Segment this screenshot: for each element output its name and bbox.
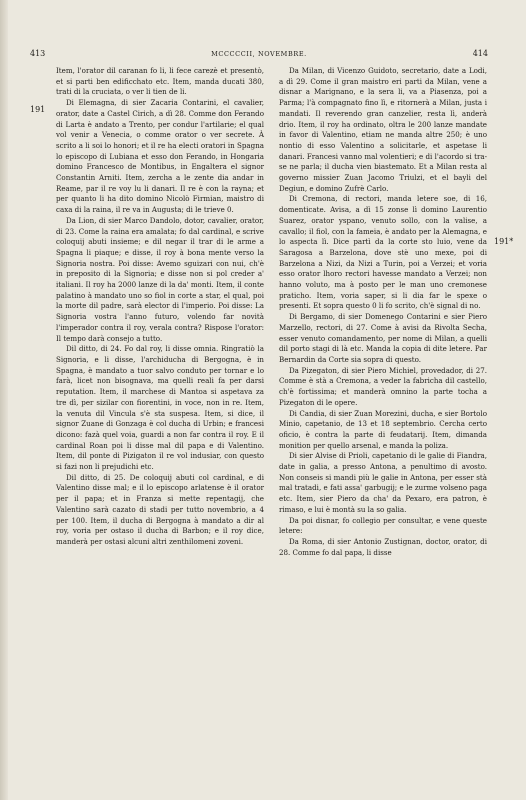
margin-number-right: 191* — [494, 237, 514, 246]
paragraph: Dil ditto, di 25. De coloquij abuti col cardinal, e di Valentino disse mal; e il lo episcopo arlatense è il orator per il papa; et in Franza si mette repentagij, che Valentino sarà cazato di stadi per tutto novembrio, a 4 per 100. Item, il ducha di Bergogna à mandato a dir al roy, voria per ostaso il ducha di Barbon; e il roy dice, manderà per ostasi alcuni altri zenthilomeni zoveni. — [56, 472, 264, 546]
paragraph: Di sier Alvise di Prioli, capetanio di le galie di Fiandra, date in galia, a presso Antona, a penultimo di avosto. Non conseis si mandi più le galie in Antona, per esser stà mal tratadi, e fati assa' garbugij; e le zurme volseno paga etc. Item, sier Piero da cha' da Pexaro, era patron, è rimaso, e lui è montà su la so galia. — [279, 451, 487, 514]
paragraph: Da Milan, di Vicenzo Guidoto, secretario, date a Lodi, a dì 29. Come il gran maistro eri parti da Milan, vene a disnar a Marignano, e la sera li, va a Piasenza, poi a Parma; l'à compagnato fino lì, e ritornerà a Milan, justa i mandati. Il reverendo gran canzelier, resta lì, anderà drio. Item, il roy ha ordinato, oltra le 200 lanze mandate in favor di Valentino, etiam ne manda altre 250; è uno nontio di esso Valentino a solicitarle, et aspetase li danari. Francesi vanno mal volentieri; e di l'acordo si tra-se ne parla; il ducha vien biastemato. Et a Milan resta al governo missier Zuan Jacomo Triulzi, et el bayli del Degiun, e domino Zufrè Carlo. — [279, 66, 487, 193]
left-text-column — [56, 66, 264, 548]
paragraph: Di Cremona, di rectori, manda letere soe, di 16, domenticate. Avisa, a dì 15 zonse lì domino Laurentio Suarez, orator yspano, venuto sollo, con la valise, a cavallo; il fiol, con la fameia, è andato per la Alemagna, e lo aspecta lì. Dice partì da la corte sto luio, vene da Saragosa a Barzelona, dove stè uno mexe, poi di Barzelona a Nizi, da Nizi a Turin, poi a Verzei; et voria esso orator lhoro rectori havesse mandato a Verzei; non hanno voluto, ma à posto per le man uno cremonese praticho. Item, voria saper, si li dia far le spexe o presenti. Et sopra questo 0 li fo scrito, ch'è signal di no. — [279, 194, 487, 311]
paragraph: Da Pizegaton, di sier Piero Michiel, provedador, di 27. Comme è stà a Cremona, a veder la fabricha dil castello, ch'è fortissima; et manderà omnino la parte tocha a Pizegaton di le opere. — [279, 365, 487, 407]
paragraph: Da Roma, di sier Antonio Zustignan, doctor, orator, di 28. Comme fo dal papa, li disse — [279, 536, 487, 557]
paragraph: Da poi disnar, fo collegio per consultar, e vene queste letere: — [279, 515, 487, 536]
page-number-left: 413 — [30, 49, 46, 58]
right-text-column — [279, 66, 487, 558]
book-spine-shadow — [0, 0, 8, 800]
page-number-right: 414 — [472, 49, 488, 58]
margin-number-left: 191 — [30, 105, 46, 114]
paragraph: Di Candia, di sier Zuan Morezini, ducha, e sier Bortolo Minio, capetanio, de 13 et 18 septembrio. Cercha certo oficio, è contra la parte di feudatarij. Item, dimanda monition per quello arsenal, e manda la poliza. — [279, 408, 487, 450]
running-header — [30, 49, 488, 61]
running-head-title: MCCCCCII, NOVEMBRE. — [211, 50, 307, 58]
paragraph: Dil ditto, di 24. Fo dal roy, li disse omnia. Ringratiò la Signoria, e li disse, l'archiducha di Bergogna, è in Spagna, è mandato a tuor salvo conduto per tornar e lo farà, licet non bisognava, ma quelli reali fa per darsi reputation. Item, il marchese di Mantoa si aspetava za tre dì, per sizilar con fiorentini, in voce, non in re. Item, la venuta dil Vincula s'è sta suspesa. Item, si dice, il signor Zuane di Gonzaga è col ducha di Urbin; e francesi dicono: fazà quel voia, guardi a non far contra il roy. E il cardinal Roan poi li disse mal dil papa e di Valentino. Item, dil ponte di Pizigaton il re vol indusiar, con questo si fazi non li prejudichi etc. — [56, 344, 264, 472]
paragraph: Da Lion, di sier Marco Dandolo, dotor, cavalier, orator, di 23. Come la raina era amalata; fo dal cardinal, e scrive coloquij abuti insieme; e dil negar il trar di le arme a Spagna li piaque; e disse, il roy à bona mente verso la Signoria nostra. Poi disse: Avemo sguizari con nui, ch'è in preposito di la Signoria; e disse non si pol creder a' italiani. Il roy ha 2000 lanze di la da' monti. Item, il conte palatino à mandato uno so fiol in corte a star, el qual, poi la morte dil padre, sarà elector di l'imperio. Poi disse: La Signoria vostra l'anno futuro, volendo far novità l'imperador contra il roy, verala contra? Rispose l'orator: Il tempo darà consejo a tutto. — [56, 215, 264, 343]
paragraph: Item, l'orator dil caranan fo li, li fece carezè et presentò, et si parti ben edificchato etc. Item, manda ducati 380, trati di la cruciata, o ver li tien de li. — [56, 66, 264, 97]
paragraph: Di Bergamo, di sier Domenego Contarini e sier Piero Marzello, rectori, di 27. Come à avisi da Rivolta Secha, esser venuto comandamento, per nome di Milan, a quelli dil porto stagi di là etc. Manda la copia di dite letere. Par Bernardin da Corte sia sopra di questo. — [279, 312, 487, 364]
paragraph: Di Elemagna, di sier Zacaria Contarini, el cavalier, orator, date a Castel Cirich, a dì 28. Comme don Ferando di Larta è andato a Trento, per condur l'artilarie; el qual vol venir a Venecia, o comme orator o ver secrete. À scrito a li soi lo honori; et il re ha electi oratori in Spagna lo episcopo di Lubiana et esso don Ferando, in Hongaria domino Francesco de Montibus, in Engaltera el signor Constantin Arniti. Item, zercha a le zente dia andar in Reame, par il re voy lu li danari. Il re è con la rayna; et per quanto li ha dito domino Nicolò Firmian, maistro di caxa di la raina, il re va in Augusta; di le trieve 0. — [56, 98, 264, 215]
